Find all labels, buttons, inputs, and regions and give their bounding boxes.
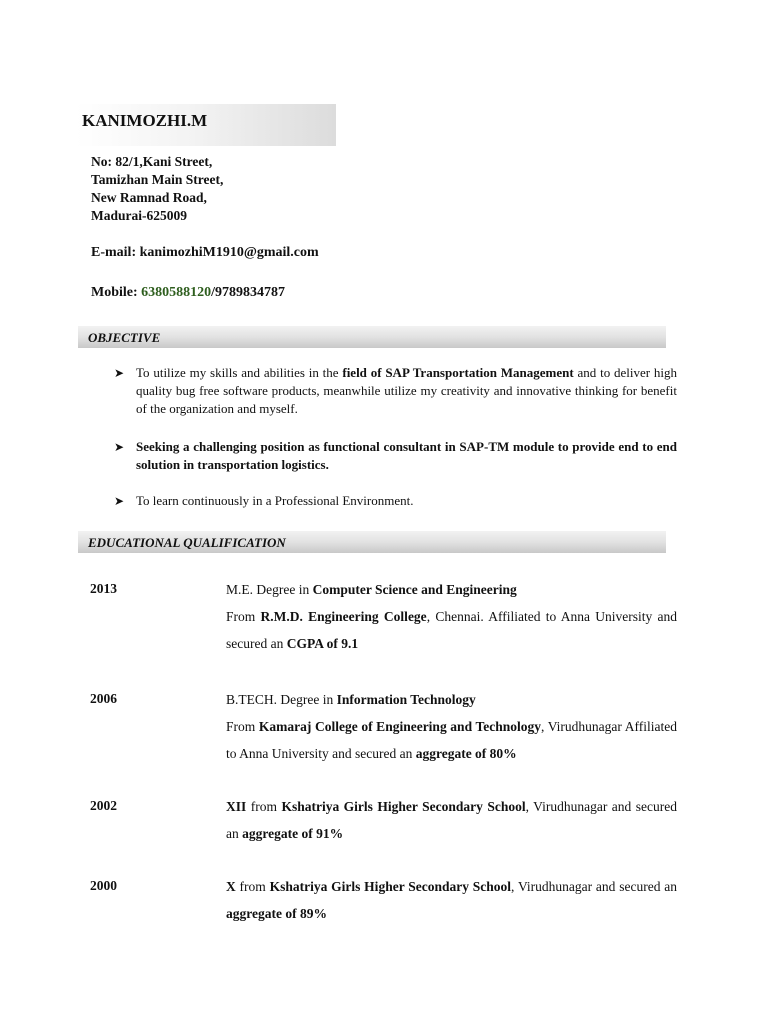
- education-year: 2000: [90, 878, 117, 893]
- email-label: E-mail:: [91, 245, 140, 260]
- education-year: 2006: [90, 691, 117, 706]
- mobile-label: Mobile:: [91, 285, 142, 300]
- bullet-text: To utilize my skills and abilities in the field of SAP Transportation Management and to deliver high quality bug free software products, meanwhile utilize my creativity and innovative thinking for benefit of the organization and myself.: [136, 365, 677, 416]
- bullet-text: To learn continuously in a Professional Environment.: [136, 493, 414, 508]
- objective-bullet: [114, 438, 677, 474]
- degree-line: B.TECH. Degree in Information Technology: [226, 692, 476, 707]
- objective-bullet: [114, 364, 677, 418]
- institution-line: From Kamaraj College of Engineering and Technology, Virudhunagar Affiliated to Anna University and secured an aggregate of 80%: [226, 719, 677, 761]
- education-entry: X from Kshatriya Girls Higher Secondary School, Virudhunagar and secured an aggregate of 89%: [226, 879, 677, 921]
- candidate-name: KANIMOZHI.M: [82, 111, 208, 130]
- address-line: New Ramnad Road,: [91, 190, 207, 205]
- mobile-line: [91, 285, 285, 301]
- education-section-bar: [78, 531, 666, 553]
- address-line: Tamizhan Main Street,: [91, 172, 224, 187]
- section-title-objective: OBJECTIVE: [88, 330, 161, 345]
- address-line: No: 82/1,Kani Street,: [91, 154, 213, 169]
- education-entry: [226, 576, 677, 657]
- education-year: 2002: [90, 798, 117, 813]
- institution-line: From R.M.D. Engineering College, Chennai. Affiliated to Anna University and secured an CGPA of 9.1: [226, 609, 678, 651]
- email-address[interactable]: kanimozhiM1910@gmail.com: [139, 245, 319, 260]
- section-title-education: EDUCATIONAL QUALIFICATION: [88, 535, 286, 550]
- email-line: [91, 245, 319, 261]
- objective-section-bar: [78, 326, 666, 348]
- degree-line: M.E. Degree in Computer Science and Engineering: [226, 582, 517, 597]
- arrow-bullet-icon: ➤: [114, 366, 125, 380]
- education-entry: XII from Kshatriya Girls Higher Secondary School, Virudhunagar and secured an aggregate of 91%: [226, 799, 677, 841]
- objective-bullet: [114, 492, 677, 510]
- mobile-primary[interactable]: 6380588120: [141, 285, 212, 300]
- arrow-bullet-icon: ➤: [114, 494, 125, 508]
- arrow-bullet-icon: ➤: [114, 440, 125, 454]
- education-entry: [226, 686, 677, 767]
- education-year: 2013: [90, 581, 117, 596]
- bullet-text: Seeking a challenging position as functional consultant in SAP-TM module to provide end to end solution in transportation logistics.: [136, 439, 677, 472]
- address-line: Madurai-625009: [91, 208, 187, 223]
- address-block: [91, 153, 223, 225]
- mobile-secondary: /9789834787: [211, 285, 286, 300]
